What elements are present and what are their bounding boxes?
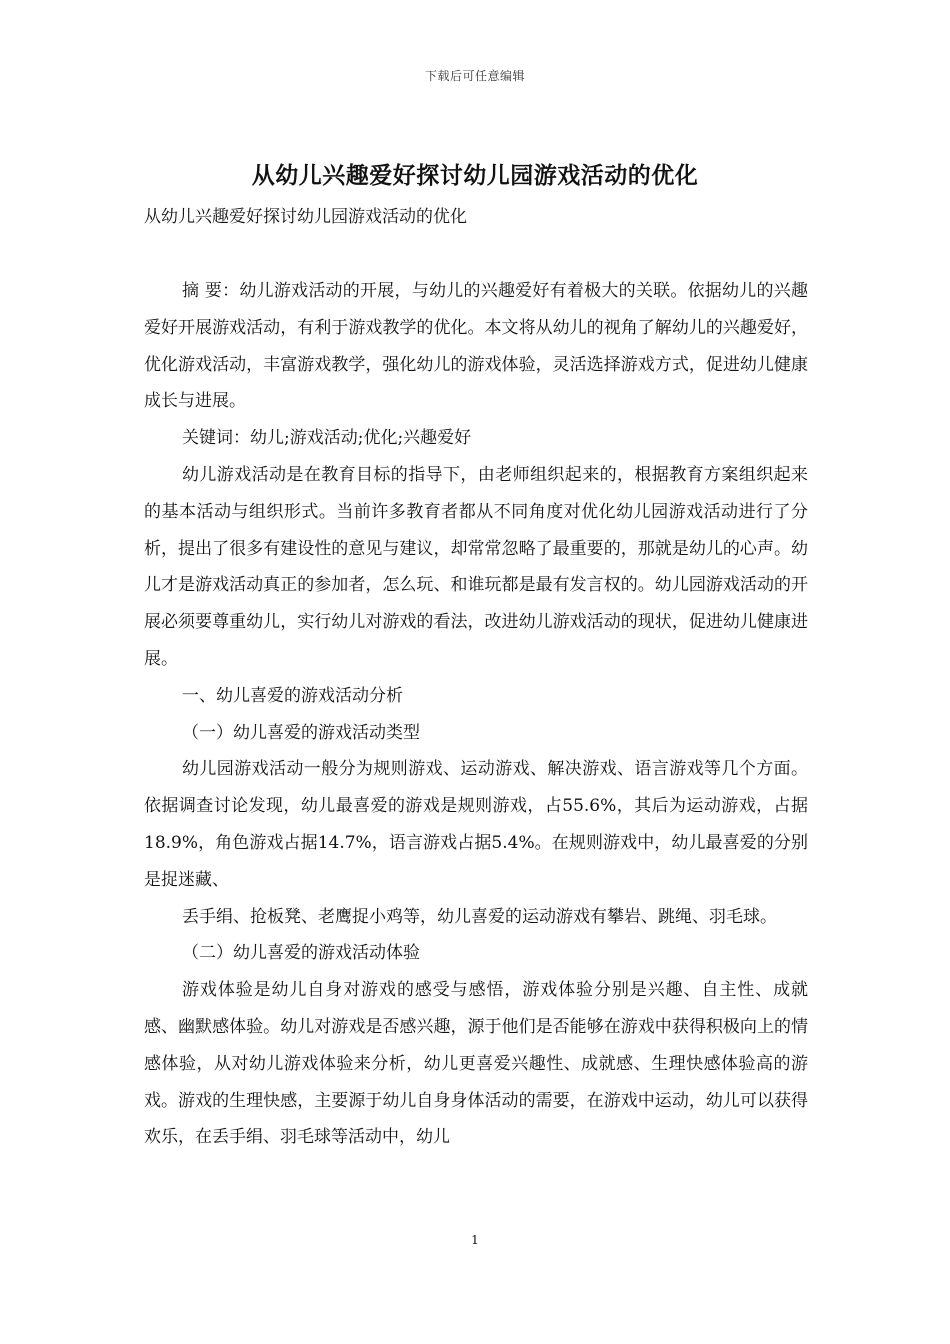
document-title: 从幼儿兴趣爱好探讨幼儿园游戏活动的优化 xyxy=(251,162,699,189)
subsection2-paragraph: 游戏体验是幼儿自身对游戏的感受与感悟，游戏体验分别是兴趣、自主性、成就感、幽默感体验。幼儿对游戏是否感兴趣，源于他们是否能够在游戏中获得积极向上的情感体验，从对幼儿游戏体验来分析，幼儿更喜爱兴趣性、成就感、生理快感体验高的游戏。游戏的生理快感，主要源于幼儿自身身体活动的需要，在游戏中运动，幼儿可以获得欢乐，在丢手绢、羽毛球等活动中，幼儿 xyxy=(144,980,808,1148)
subsection1-paragraph: 幼儿园游戏活动一般分为规则游戏、运动游戏、解决游戏、语言游戏等几个方面。依据调查讨论发现，幼儿最喜爱的游戏是规则游戏，占55.6%，其后为运动游戏，占据18.9%，角色游戏占据14.7%，语言游戏占据5.4%。在规则游戏中，幼儿最喜爱的分别是捉迷藏、 xyxy=(144,759,808,890)
section1-heading: 一、幼儿喜爱的游戏活动分析 xyxy=(182,685,403,706)
subsection1-paragraph-continued: 丢手绢、抢板凳、老鹰捉小鸡等，幼儿喜爱的运动游戏有攀岩、跳绳、羽毛球。 xyxy=(182,906,777,927)
document-subtitle: 从幼儿兴趣爱好探讨幼儿园游戏活动的优化 xyxy=(144,207,467,227)
page-number: 1 xyxy=(471,1233,479,1247)
abstract-paragraph: 摘 要：幼儿游戏活动的开展，与幼儿的兴趣爱好有着极大的关联。依据幼儿的兴趣爱好开展游戏活动，有利于游戏教学的优化。本文将从幼儿的视角了解幼儿的兴趣爱好，优化游戏活动，丰富游戏教学，强化幼儿的游戏体验，灵活选择游戏方式，促进幼儿健康成长与进展。 xyxy=(144,281,808,412)
subsection1-heading: （一）幼儿喜爱的游戏活动类型 xyxy=(182,722,420,743)
keywords-line: 关键词：幼儿;游戏活动;优化;兴趣爱好 xyxy=(182,428,472,449)
subsection2-heading: （二）幼儿喜爱的游戏活动体验 xyxy=(182,943,420,964)
document-body xyxy=(144,273,808,1156)
intro-paragraph: 幼儿游戏活动是在教育目标的指导下，由老师组织起来的，根据教育方案组织起来的基本活动与组织形式。当前许多教育者都从不同角度对优化幼儿园游戏活动进行了分析，提出了很多有建设性的意见与建议，却常常忽略了最重要的，那就是幼儿的心声。幼儿才是游戏活动真正的参加者，怎么玩、和谁玩都是最有发言权的。幼儿园游戏活动的开展必须要尊重幼儿，实行幼儿对游戏的看法，改进幼儿游戏活动的现状，促进幼儿健康进展。 xyxy=(144,464,808,669)
header-note: 下载后可任意编辑 xyxy=(424,69,525,83)
